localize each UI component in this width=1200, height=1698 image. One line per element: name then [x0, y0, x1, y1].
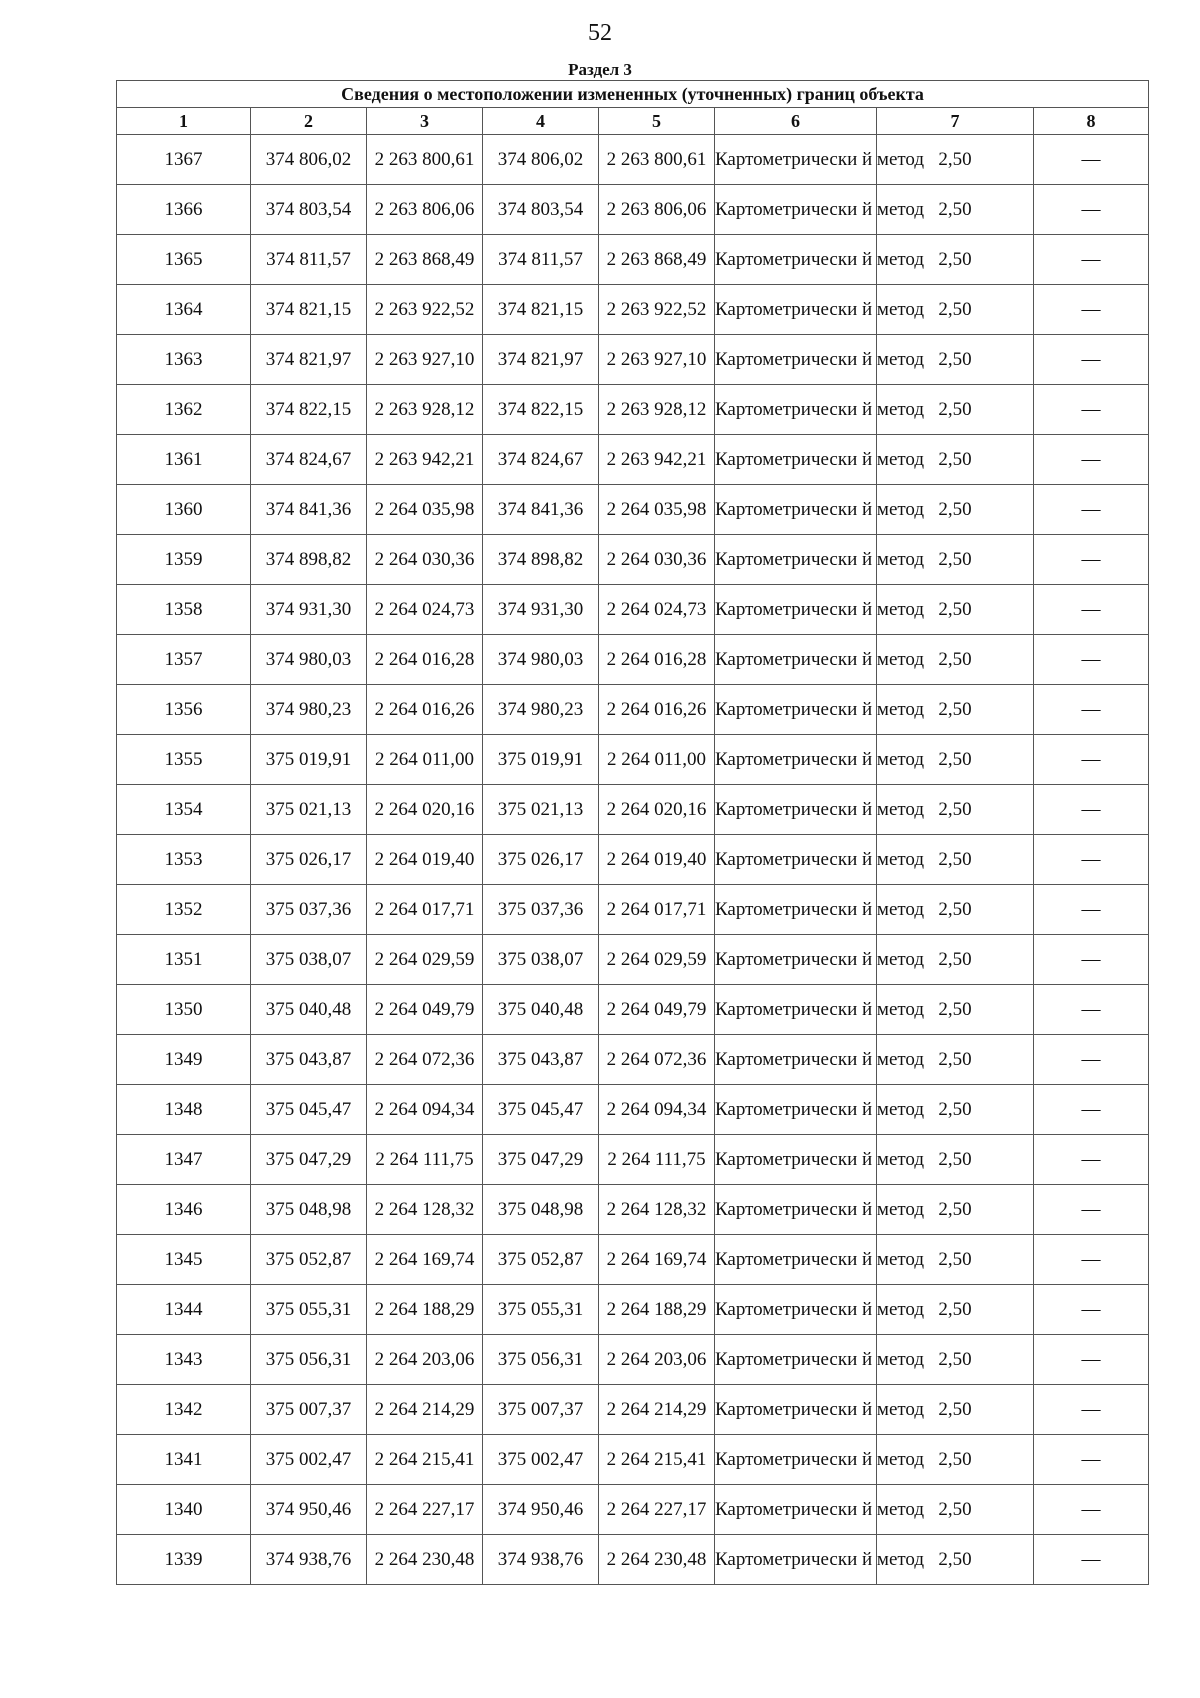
table-cell-col-1: 1364	[117, 285, 251, 335]
table-cell-col-8: —	[1034, 685, 1149, 735]
table-cell-col-5: 2 264 020,16	[599, 785, 715, 835]
table-cell-col-2: 375 055,31	[251, 1285, 367, 1335]
table-cell-col-4: 374 824,67	[483, 435, 599, 485]
table-cell-col-5: 2 264 016,26	[599, 685, 715, 735]
table-cell-col-3: 2 264 024,73	[367, 585, 483, 635]
table-cell-col-2: 374 950,46	[251, 1485, 367, 1535]
table-cell-col-2: 375 037,36	[251, 885, 367, 935]
table-cell-col-1: 1351	[117, 935, 251, 985]
table-cell-col-8: —	[1034, 585, 1149, 635]
table-row	[117, 1335, 1149, 1385]
table-cell-col-8: —	[1034, 135, 1149, 185]
table-row	[117, 285, 1149, 335]
table-cell-col-6: Картометрически й метод	[715, 1485, 877, 1535]
table-cell-col-2: 374 811,57	[251, 235, 367, 285]
table-cell-col-3: 2 264 094,34	[367, 1085, 483, 1135]
table-cell-col-3: 2 264 214,29	[367, 1385, 483, 1435]
table-cell-col-6: Картометрически й метод	[715, 235, 877, 285]
table-cell-col-8: —	[1034, 985, 1149, 1035]
table-cell-col-3: 2 263 922,52	[367, 285, 483, 335]
table-cell-col-2: 374 806,02	[251, 135, 367, 185]
table-cell-col-6: Картометрически й метод	[715, 1535, 877, 1585]
table-cell-col-2: 374 824,67	[251, 435, 367, 485]
table-cell-col-7: 2,50	[877, 135, 1034, 185]
table-cell-col-7: 2,50	[877, 935, 1034, 985]
table-cell-col-3: 2 264 203,06	[367, 1335, 483, 1385]
table-cell-col-6: Картометрически й метод	[715, 635, 877, 685]
table-cell-col-4: 374 806,02	[483, 135, 599, 185]
table-row	[117, 985, 1149, 1035]
table-cell-col-4: 375 026,17	[483, 835, 599, 885]
table-cell-col-2: 374 821,97	[251, 335, 367, 385]
table-cell-col-1: 1358	[117, 585, 251, 635]
table-cell-col-2: 375 007,37	[251, 1385, 367, 1435]
table-cell-col-7: 2,50	[877, 585, 1034, 635]
table-cell-col-5: 2 263 800,61	[599, 135, 715, 185]
table-cell-col-8: —	[1034, 335, 1149, 385]
table-cell-col-6: Картометрически й метод	[715, 1185, 877, 1235]
table-cell-col-4: 374 898,82	[483, 535, 599, 585]
column-number-4: 4	[483, 108, 599, 135]
table-cell-col-3: 2 264 215,41	[367, 1435, 483, 1485]
table-cell-col-1: 1359	[117, 535, 251, 585]
table-row	[117, 1235, 1149, 1285]
table-cell-col-5: 2 264 230,48	[599, 1535, 715, 1585]
table-cell-col-3: 2 264 020,16	[367, 785, 483, 835]
table-cell-col-7: 2,50	[877, 185, 1034, 235]
table-cell-col-7: 2,50	[877, 485, 1034, 535]
table-row	[117, 1035, 1149, 1085]
table-cell-col-6: Картометрически й метод	[715, 985, 877, 1035]
table-cell-col-5: 2 264 169,74	[599, 1235, 715, 1285]
table-row	[117, 135, 1149, 185]
table-cell-col-8: —	[1034, 235, 1149, 285]
table-row	[117, 1385, 1149, 1435]
table-cell-col-3: 2 264 029,59	[367, 935, 483, 985]
table-cell-col-8: —	[1034, 185, 1149, 235]
table-cell-col-6: Картометрически й метод	[715, 135, 877, 185]
table-cell-col-1: 1345	[117, 1235, 251, 1285]
table-cell-col-2: 374 980,23	[251, 685, 367, 735]
table-cell-col-2: 375 019,91	[251, 735, 367, 785]
table-cell-col-6: Картометрически й метод	[715, 785, 877, 835]
table-cell-col-5: 2 264 215,41	[599, 1435, 715, 1485]
table-cell-col-8: —	[1034, 1135, 1149, 1185]
table-cell-col-8: —	[1034, 785, 1149, 835]
table-cell-col-7: 2,50	[877, 1135, 1034, 1185]
table-cell-col-4: 374 980,03	[483, 635, 599, 685]
table-cell-col-4: 375 056,31	[483, 1335, 599, 1385]
section-title: Раздел 3	[568, 60, 632, 79]
table-row	[117, 885, 1149, 935]
table-cell-col-4: 374 821,15	[483, 285, 599, 335]
table-cell-col-7: 2,50	[877, 1535, 1034, 1585]
table-cell-col-3: 2 263 927,10	[367, 335, 483, 385]
table-cell-col-7: 2,50	[877, 385, 1034, 435]
table-cell-col-6: Картометрически й метод	[715, 935, 877, 985]
table-cell-col-3: 2 263 928,12	[367, 385, 483, 435]
table-cell-col-6: Картометрически й метод	[715, 685, 877, 735]
table-cell-col-4: 375 040,48	[483, 985, 599, 1035]
table-cell-col-5: 2 264 029,59	[599, 935, 715, 985]
table-cell-col-3: 2 264 016,28	[367, 635, 483, 685]
table-cell-col-3: 2 264 035,98	[367, 485, 483, 535]
table-cell-col-5: 2 264 049,79	[599, 985, 715, 1035]
column-number-row	[117, 108, 1149, 135]
table-cell-col-5: 2 264 072,36	[599, 1035, 715, 1085]
table-row	[117, 935, 1149, 985]
table-cell-col-5: 2 264 111,75	[599, 1135, 715, 1185]
table-cell-col-7: 2,50	[877, 1185, 1034, 1235]
table-cell-col-8: —	[1034, 1235, 1149, 1285]
table-cell-col-2: 375 021,13	[251, 785, 367, 835]
table-row	[117, 335, 1149, 385]
table-cell-col-1: 1353	[117, 835, 251, 885]
table-cell-col-5: 2 264 019,40	[599, 835, 715, 885]
table-cell-col-5: 2 263 922,52	[599, 285, 715, 335]
table-cell-col-6: Картометрически й метод	[715, 1135, 877, 1185]
table-cell-col-6: Картометрически й метод	[715, 435, 877, 485]
table-cell-col-8: —	[1034, 285, 1149, 335]
table-cell-col-2: 374 938,76	[251, 1535, 367, 1585]
table-cell-col-4: 375 047,29	[483, 1135, 599, 1185]
table-cell-col-4: 375 048,98	[483, 1185, 599, 1235]
table-cell-col-3: 2 264 017,71	[367, 885, 483, 935]
table-cell-col-6: Картометрически й метод	[715, 835, 877, 885]
table-cell-col-2: 375 052,87	[251, 1235, 367, 1285]
table-cell-col-4: 374 950,46	[483, 1485, 599, 1535]
table-cell-col-1: 1363	[117, 335, 251, 385]
table-cell-col-3: 2 263 800,61	[367, 135, 483, 185]
table-cell-col-8: —	[1034, 435, 1149, 485]
table-cell-col-1: 1340	[117, 1485, 251, 1535]
table-cell-col-2: 374 841,36	[251, 485, 367, 535]
table-cell-col-1: 1339	[117, 1535, 251, 1585]
table-cell-col-3: 2 264 011,00	[367, 735, 483, 785]
table-cell-col-8: —	[1034, 1435, 1149, 1485]
table-row	[117, 1485, 1149, 1535]
column-number-6: 6	[715, 108, 877, 135]
table-cell-col-6: Картометрически й метод	[715, 1285, 877, 1335]
table-cell-col-3: 2 263 868,49	[367, 235, 483, 285]
table-cell-col-1: 1366	[117, 185, 251, 235]
table-row	[117, 585, 1149, 635]
table-cell-col-3: 2 264 128,32	[367, 1185, 483, 1235]
table-cell-col-7: 2,50	[877, 1085, 1034, 1135]
table-cell-col-2: 374 898,82	[251, 535, 367, 585]
table-cell-col-1: 1348	[117, 1085, 251, 1135]
table-caption-row	[117, 81, 1149, 108]
table-cell-col-2: 374 822,15	[251, 385, 367, 435]
table-cell-col-7: 2,50	[877, 1385, 1034, 1435]
table-cell-col-5: 2 264 017,71	[599, 885, 715, 935]
table-cell-col-8: —	[1034, 1285, 1149, 1335]
column-number-7: 7	[877, 108, 1034, 135]
table-row	[117, 835, 1149, 885]
table-cell-col-1: 1347	[117, 1135, 251, 1185]
table-cell-col-4: 375 019,91	[483, 735, 599, 785]
table-cell-col-8: —	[1034, 1485, 1149, 1535]
table-cell-col-7: 2,50	[877, 735, 1034, 785]
table-cell-col-7: 2,50	[877, 1285, 1034, 1335]
boundary-coordinates-table	[116, 80, 1149, 1585]
table-cell-col-7: 2,50	[877, 285, 1034, 335]
table-cell-col-1: 1341	[117, 1435, 251, 1485]
table-cell-col-1: 1367	[117, 135, 251, 185]
table-cell-col-3: 2 264 111,75	[367, 1135, 483, 1185]
page-number: 52	[588, 20, 612, 46]
table-cell-col-6: Картометрически й метод	[715, 535, 877, 585]
table-cell-col-1: 1354	[117, 785, 251, 835]
table-cell-col-5: 2 264 203,06	[599, 1335, 715, 1385]
table-row	[117, 1435, 1149, 1485]
table-cell-col-4: 374 938,76	[483, 1535, 599, 1585]
table-cell-col-3: 2 264 019,40	[367, 835, 483, 885]
table-cell-col-5: 2 264 094,34	[599, 1085, 715, 1135]
table-cell-col-6: Картометрически й метод	[715, 885, 877, 935]
table-cell-col-8: —	[1034, 1385, 1149, 1435]
table-cell-col-6: Картометрически й метод	[715, 1035, 877, 1085]
table-cell-col-4: 375 052,87	[483, 1235, 599, 1285]
table-cell-col-6: Картометрически й метод	[715, 1335, 877, 1385]
table-cell-col-2: 374 980,03	[251, 635, 367, 685]
table-cell-col-4: 375 043,87	[483, 1035, 599, 1085]
table-cell-col-6: Картометрически й метод	[715, 285, 877, 335]
table-cell-col-1: 1343	[117, 1335, 251, 1385]
table-cell-col-5: 2 263 868,49	[599, 235, 715, 285]
table-cell-col-7: 2,50	[877, 1235, 1034, 1285]
column-number-8: 8	[1034, 108, 1149, 135]
table-cell-col-2: 374 821,15	[251, 285, 367, 335]
table-cell-col-5: 2 264 011,00	[599, 735, 715, 785]
table-cell-col-1: 1342	[117, 1385, 251, 1435]
table-cell-col-6: Картометрически й метод	[715, 485, 877, 535]
table-row	[117, 1285, 1149, 1335]
table-cell-col-1: 1352	[117, 885, 251, 935]
table-cell-col-4: 374 931,30	[483, 585, 599, 635]
table-cell-col-4: 375 037,36	[483, 885, 599, 935]
table-cell-col-8: —	[1034, 1035, 1149, 1085]
table-cell-col-1: 1360	[117, 485, 251, 535]
table-cell-col-3: 2 264 169,74	[367, 1235, 483, 1285]
table-cell-col-4: 375 021,13	[483, 785, 599, 835]
table-cell-col-2: 375 026,17	[251, 835, 367, 885]
table-row	[117, 1535, 1149, 1585]
table-row	[117, 1185, 1149, 1235]
table-cell-col-3: 2 264 030,36	[367, 535, 483, 585]
table-cell-col-6: Картометрически й метод	[715, 585, 877, 635]
table-cell-col-7: 2,50	[877, 1035, 1034, 1085]
table-row	[117, 435, 1149, 485]
table-cell-col-8: —	[1034, 385, 1149, 435]
table-cell-col-5: 2 263 928,12	[599, 385, 715, 435]
table-body	[117, 135, 1149, 1585]
table-cell-col-6: Картометрически й метод	[715, 1235, 877, 1285]
table-cell-col-4: 374 980,23	[483, 685, 599, 735]
table-cell-col-8: —	[1034, 1335, 1149, 1385]
table-cell-col-8: —	[1034, 1535, 1149, 1585]
table-row	[117, 785, 1149, 835]
table-cell-col-7: 2,50	[877, 885, 1034, 935]
table-cell-col-7: 2,50	[877, 1485, 1034, 1535]
table-cell-col-8: —	[1034, 735, 1149, 785]
table-cell-col-5: 2 264 227,17	[599, 1485, 715, 1535]
table-cell-col-6: Картометрически й метод	[715, 1085, 877, 1135]
table-cell-col-2: 375 048,98	[251, 1185, 367, 1235]
table-row	[117, 735, 1149, 785]
table-cell-col-5: 2 264 188,29	[599, 1285, 715, 1335]
column-number-5: 5	[599, 108, 715, 135]
column-number-3: 3	[367, 108, 483, 135]
table-cell-col-3: 2 264 016,26	[367, 685, 483, 735]
table-cell-col-5: 2 264 128,32	[599, 1185, 715, 1235]
table-cell-col-7: 2,50	[877, 785, 1034, 835]
table-cell-col-8: —	[1034, 635, 1149, 685]
table-cell-col-5: 2 263 806,06	[599, 185, 715, 235]
table-cell-col-3: 2 263 942,21	[367, 435, 483, 485]
table-cell-col-1: 1346	[117, 1185, 251, 1235]
table-row	[117, 635, 1149, 685]
table-cell-col-7: 2,50	[877, 235, 1034, 285]
table-row	[117, 1085, 1149, 1135]
table-cell-col-7: 2,50	[877, 1435, 1034, 1485]
table-cell-col-6: Картометрически й метод	[715, 735, 877, 785]
table-cell-col-6: Картометрически й метод	[715, 335, 877, 385]
table-cell-col-1: 1362	[117, 385, 251, 435]
table-row	[117, 1135, 1149, 1185]
table-cell-col-8: —	[1034, 835, 1149, 885]
table-row	[117, 535, 1149, 585]
table-cell-col-6: Картометрически й метод	[715, 1385, 877, 1435]
table-cell-col-8: —	[1034, 535, 1149, 585]
table-row	[117, 685, 1149, 735]
table-cell-col-5: 2 264 016,28	[599, 635, 715, 685]
table-cell-col-1: 1356	[117, 685, 251, 735]
table-cell-col-8: —	[1034, 1185, 1149, 1235]
table-cell-col-4: 374 822,15	[483, 385, 599, 435]
table-row	[117, 485, 1149, 535]
table-cell-col-4: 375 007,37	[483, 1385, 599, 1435]
table-cell-col-4: 375 055,31	[483, 1285, 599, 1335]
table-cell-col-1: 1350	[117, 985, 251, 1035]
table-cell-col-6: Картометрически й метод	[715, 385, 877, 435]
table-cell-col-2: 374 931,30	[251, 585, 367, 635]
column-number-1: 1	[117, 108, 251, 135]
table-cell-col-4: 375 045,47	[483, 1085, 599, 1135]
table-cell-col-5: 2 264 024,73	[599, 585, 715, 635]
table-cell-col-7: 2,50	[877, 685, 1034, 735]
table-cell-col-8: —	[1034, 885, 1149, 935]
table-row	[117, 385, 1149, 435]
table-cell-col-2: 375 038,07	[251, 935, 367, 985]
table-cell-col-1: 1349	[117, 1035, 251, 1085]
table-cell-col-3: 2 264 072,36	[367, 1035, 483, 1085]
table-cell-col-5: 2 264 035,98	[599, 485, 715, 535]
table-cell-col-6: Картометрически й метод	[715, 1435, 877, 1485]
table-cell-col-7: 2,50	[877, 985, 1034, 1035]
table-cell-col-3: 2 264 230,48	[367, 1535, 483, 1585]
table-cell-col-7: 2,50	[877, 635, 1034, 685]
table-cell-col-1: 1357	[117, 635, 251, 685]
table-cell-col-2: 375 040,48	[251, 985, 367, 1035]
table-cell-col-4: 375 002,47	[483, 1435, 599, 1485]
column-number-2: 2	[251, 108, 367, 135]
table-cell-col-5: 2 264 214,29	[599, 1385, 715, 1435]
table-cell-col-2: 375 043,87	[251, 1035, 367, 1085]
table-cell-col-7: 2,50	[877, 335, 1034, 385]
table-cell-col-1: 1344	[117, 1285, 251, 1335]
table-cell-col-4: 374 803,54	[483, 185, 599, 235]
table-cell-col-2: 375 056,31	[251, 1335, 367, 1385]
table-cell-col-2: 375 045,47	[251, 1085, 367, 1135]
table-cell-col-2: 375 002,47	[251, 1435, 367, 1485]
table-cell-col-3: 2 264 049,79	[367, 985, 483, 1035]
table-cell-col-4: 374 821,97	[483, 335, 599, 385]
table-cell-col-8: —	[1034, 485, 1149, 535]
table-cell-col-4: 374 841,36	[483, 485, 599, 535]
table-cell-col-3: 2 264 227,17	[367, 1485, 483, 1535]
table-cell-col-5: 2 263 942,21	[599, 435, 715, 485]
table-row	[117, 235, 1149, 285]
table-cell-col-6: Картометрически й метод	[715, 185, 877, 235]
table-cell-col-3: 2 263 806,06	[367, 185, 483, 235]
table-cell-col-7: 2,50	[877, 535, 1034, 585]
table-cell-col-1: 1355	[117, 735, 251, 785]
table-cell-col-5: 2 263 927,10	[599, 335, 715, 385]
table-cell-col-2: 374 803,54	[251, 185, 367, 235]
table-cell-col-1: 1365	[117, 235, 251, 285]
table-cell-col-8: —	[1034, 935, 1149, 985]
table-cell-col-4: 374 811,57	[483, 235, 599, 285]
table-cell-col-2: 375 047,29	[251, 1135, 367, 1185]
table-cell-col-8: —	[1034, 1085, 1149, 1135]
table-cell-col-7: 2,50	[877, 435, 1034, 485]
table-cell-col-7: 2,50	[877, 835, 1034, 885]
table-cell-col-1: 1361	[117, 435, 251, 485]
table-caption: Сведения о местоположении измененных (уточненных) границ объекта	[117, 81, 1149, 108]
table-cell-col-3: 2 264 188,29	[367, 1285, 483, 1335]
table-cell-col-5: 2 264 030,36	[599, 535, 715, 585]
table-cell-col-7: 2,50	[877, 1335, 1034, 1385]
table-cell-col-4: 375 038,07	[483, 935, 599, 985]
table-row	[117, 185, 1149, 235]
